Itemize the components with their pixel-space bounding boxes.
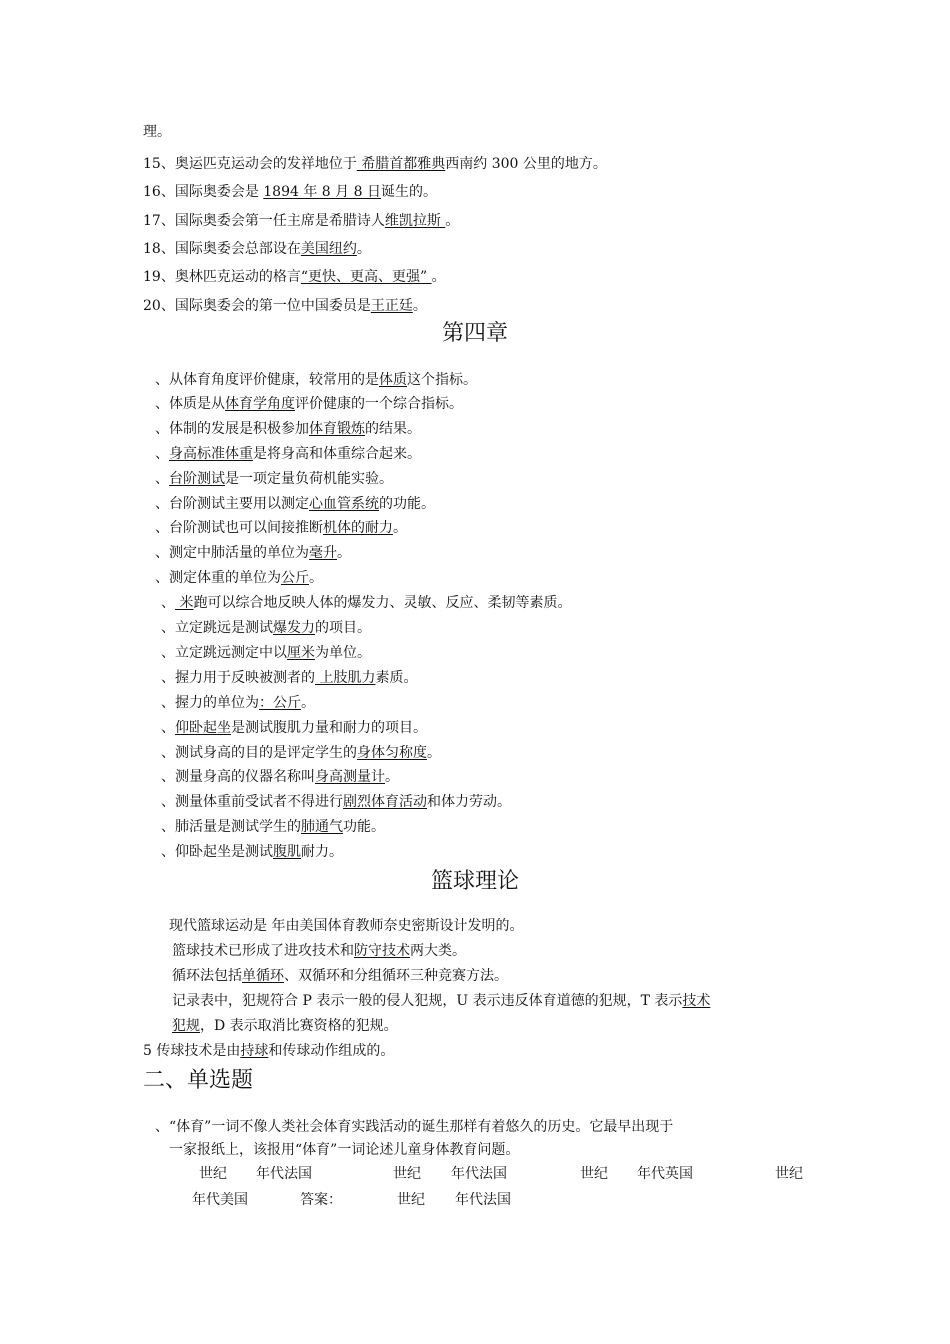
- answer: 美国纽约: [300, 241, 357, 257]
- option-text: 世纪: [775, 1166, 803, 1182]
- answer: 公斤: [281, 570, 309, 586]
- answer: 王正廷: [370, 298, 413, 314]
- answer: 持球: [240, 1043, 269, 1059]
- answer: 希腊首都雅典: [356, 156, 446, 172]
- list-item: 、测定中肺活量的单位为毫升。: [155, 545, 351, 561]
- answer: 技术: [682, 993, 711, 1009]
- answer: 厘米: [287, 645, 315, 661]
- option-text: 年代法国: [455, 1192, 511, 1208]
- answer: 米: [175, 595, 194, 611]
- answer: 机体的耐力: [323, 520, 393, 536]
- list-item: 18、国际奥委会总部设在美国纽约。: [143, 241, 371, 257]
- list-item: 、从体育角度评价健康，较常用的是体质这个指标。: [155, 372, 477, 388]
- list-item: 、台阶测试也可以间接推断机体的耐力。: [155, 520, 407, 536]
- answer: 上肢肌力: [315, 670, 376, 686]
- answer: “更快、更高、更强”: [300, 269, 432, 285]
- answer-label: 答案：: [300, 1192, 342, 1208]
- list-item: 、立定跳远是测试爆发力的项目。: [161, 620, 371, 636]
- answer: 肺通气: [301, 819, 343, 835]
- answer: 台阶测试: [169, 471, 225, 487]
- option-text: 世纪: [580, 1166, 608, 1182]
- list-item: 循环法包括单循环、双循环和分组循环三种竞赛方法。: [172, 968, 508, 984]
- list-item: 、立定跳远测定中以厘米为单位。: [161, 645, 371, 661]
- list-item: 、仰卧起坐是测试腹肌力量和耐力的项目。: [161, 720, 427, 736]
- list-item: 、台阶测试是一项定量负荷机能实验。: [155, 471, 393, 487]
- list-item: 17、国际奥委会第一任主席是希腊诗人维凯拉斯 。: [143, 213, 460, 229]
- list-item: 犯规，D 表示取消比赛资格的犯规。: [172, 1018, 398, 1034]
- answer: 1894 年 8 月 8 日: [263, 184, 381, 200]
- answer: ：公斤: [259, 695, 301, 711]
- list-item: 、肺活量是测试学生的肺通气功能。: [161, 819, 385, 835]
- list-item: 5 传球技术是由持球和传球动作组成的。: [143, 1043, 395, 1059]
- list-item: 19、奥林匹克运动的格言“更快、更高、更强” 。: [143, 269, 446, 285]
- list-item: 20、国际奥委会的第一位中国委员是王正廷。: [143, 298, 427, 314]
- list-item: 、测量身高的仪器名称叫身高测量计。: [161, 769, 399, 785]
- list-item: 、握力的单位为：公斤。: [161, 695, 315, 711]
- answer: 爆发力: [273, 620, 315, 636]
- option-text: 世纪: [397, 1192, 425, 1208]
- answer: 犯规: [172, 1018, 200, 1034]
- option-text: 年代美国: [192, 1192, 248, 1208]
- list-item: 、体质是从体育学角度评价健康的一个综合指标。: [155, 396, 463, 412]
- list-item: 、仰卧起坐是测试腹肌耐力。: [161, 844, 343, 860]
- section-heading: 二、单选题: [143, 1068, 254, 1093]
- question-text: 、“体育”一词不像人类社会体育实践活动的诞生那样有着悠久的历史。它最早出现于: [155, 1119, 674, 1135]
- list-item: 、测试身高的目的是评定学生的身体匀称度。: [161, 745, 441, 761]
- list-item: 记录表中，犯规符合 P 表示一般的侵人犯规，U 表示违反体育道德的犯规，T 表示技术: [172, 993, 711, 1009]
- list-item: 、 米跑可以综合地反映人体的爆发力、灵敏、反应、柔韧等素质。: [161, 595, 572, 611]
- answer: 防守技术: [354, 943, 410, 959]
- answer: 体育锻炼: [309, 421, 365, 437]
- answer: 身高标准体重: [169, 446, 253, 462]
- list-item: 、测量体重前受试者不得进行剧烈体育活动和体力劳动。: [161, 794, 511, 810]
- answer: 身高测量计: [315, 769, 385, 785]
- answer: 维凯拉斯: [384, 213, 446, 229]
- answer: 剧烈体育活动: [343, 794, 427, 810]
- list-item: 、体制的发展是积极参加体育锻炼的结果。: [155, 421, 421, 437]
- option-text: 年代英国: [637, 1166, 693, 1182]
- list-item: 、身高标准体重是将身高和体重综合起来。: [155, 446, 421, 462]
- list-item: 、测定体重的单位为公斤。: [155, 570, 323, 586]
- question-text: 一家报纸上，该报用“体育”一词论述儿童身体教育问题。: [169, 1142, 520, 1158]
- list-item: 现代篮球运动是 年由美国体育教师奈史密斯设计发明的。: [169, 918, 524, 934]
- list-item: 、握力用于反映被测者的 上肢肌力素质。: [161, 670, 418, 686]
- answer: 体质: [379, 372, 407, 388]
- list-item: 篮球技术已形成了进攻技术和防守技术两大类。: [172, 943, 466, 959]
- answer: 体育学角度: [225, 396, 295, 412]
- answer: 单循环: [242, 968, 284, 984]
- answer: 心血管系统: [309, 496, 379, 512]
- answer: 腹肌: [273, 844, 301, 860]
- answer: 仰卧起坐: [175, 720, 231, 736]
- option-text: 世纪: [199, 1166, 227, 1182]
- list-item: 、台阶测试主要用以测定心血管系统的功能。: [155, 496, 435, 512]
- top-fragment: 理。: [143, 124, 171, 140]
- list-item: 16、国际奥委会是 1894 年 8 月 8 日诞生的。: [143, 184, 437, 200]
- section-heading: 篮球理论: [430, 869, 519, 894]
- answer: 毫升: [309, 545, 337, 561]
- option-text: 世纪: [393, 1166, 421, 1182]
- option-text: 年代法国: [451, 1166, 507, 1182]
- answer: 身体匀称度: [357, 745, 427, 761]
- option-text: 年代法国: [256, 1166, 312, 1182]
- chapter-heading: 第四章: [441, 321, 508, 346]
- list-item: 15、奥运匹克运动会的发祥地位于 希腊首都雅典西南约 300 公里的地方。: [143, 156, 607, 172]
